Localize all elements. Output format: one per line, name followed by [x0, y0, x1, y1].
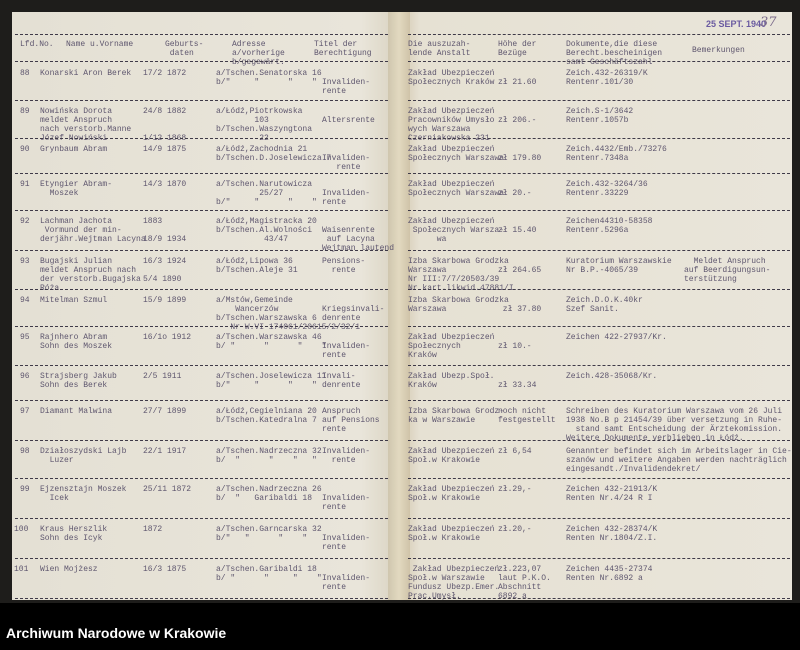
- cell-name: Diamant Malwina: [40, 407, 113, 416]
- cell-name: Bugajski Julian meldet Anspruch nach der verstorb.Bugajska Róża: [40, 257, 141, 293]
- cell-birth: 27/7 1899: [143, 407, 187, 416]
- cell-name: Lachman Jachota Vormund der min- derjähr.Wejtman Lacyna: [40, 217, 146, 244]
- row-rule: [15, 210, 388, 211]
- cell-institution: Zakład Ubezpieczeń Społecznych Warszawa: [408, 180, 505, 198]
- cell-documents: Zeichen 432-21913/K Renten Nr.4/24 R I: [566, 485, 658, 503]
- cell-amount: zł.223,07 laut P.K.O. Abschnitt 6892 a: [498, 565, 551, 601]
- cell-birth: 14/9 1875: [143, 145, 187, 154]
- cell-title: Invaliden- rente: [322, 78, 371, 96]
- cell-title: Invaliden- rente: [322, 534, 371, 552]
- cell-name: Nowińska Dorota meldet Anspruch nach verstorb.Manne Józef Nowiński: [40, 107, 132, 143]
- row-rule: [408, 400, 790, 401]
- cell-name: Kraus Herszlik Sohn des Icyk: [40, 525, 108, 543]
- cell-name: Ejzensztajn Moszek Icek: [40, 485, 127, 503]
- cell-documents: Zeich.432-3264/36 Rentenr.33229: [566, 180, 648, 198]
- cell-no: 98: [20, 447, 30, 456]
- cell-address: a/Łódź,Cegielniana 20 b/Tschen.Katedralna 7: [216, 407, 317, 425]
- row-rule: [408, 440, 790, 441]
- date-stamp: 25 SEPT. 1940: [706, 19, 767, 29]
- header-bottom-rule: [15, 61, 388, 62]
- row-rule: [15, 558, 388, 559]
- cell-birth: 16/3 1875: [143, 565, 187, 574]
- row-rule: [408, 210, 790, 211]
- cell-birth: 1883 18/9 1934: [143, 217, 187, 244]
- cell-amount: zł 179.80: [498, 154, 542, 163]
- cell-no: 96: [20, 372, 30, 381]
- cell-amount: zł 37.80: [502, 305, 542, 314]
- row-rule: [15, 400, 388, 401]
- cell-address: a/Tschen.Garncarska 32 b/" " " ": [216, 525, 322, 543]
- cell-institution: Izba Skarbowa Grodzka Warszawa Nr III:7/7/20503/39 Nr kart.likwid.47881/I: [408, 257, 514, 293]
- row-rule: [408, 558, 790, 559]
- row-rule: [15, 326, 388, 327]
- cell-birth: 17/2 1872: [143, 69, 187, 78]
- cell-birth: 15/9 1899: [143, 296, 187, 305]
- cell-address: a/Mstów,Gemeinde Wancerzów b/Tschen.Warszawska 6 Nr W.VI 174061/20615/2/32/1: [216, 296, 361, 332]
- row-rule: [15, 518, 388, 519]
- cell-documents: Schreiben des Kuratorium Warszawa vom 26 Juli 1938 No.B p 21454/39 über versetzung in Ruhe- stand samt Entscheidung der Ärztekomission. Weitere Dokumente verblieben in Łódź.: [566, 407, 783, 443]
- cell-amount: zł 20.-: [498, 189, 532, 198]
- cell-amount: zł.29,-: [498, 485, 532, 494]
- cell-documents: Zeichen44310-58358 Rentenr.5296a: [566, 217, 653, 235]
- page-fold: [388, 12, 410, 600]
- cell-amount: zł 10.-: [498, 342, 532, 351]
- cell-no: 89: [20, 107, 30, 116]
- cell-amount: zł.20,-: [498, 525, 532, 534]
- row-rule: [408, 598, 790, 599]
- cell-title: Invaliden- rente: [322, 342, 371, 360]
- row-rule: [408, 173, 790, 174]
- header-institution: Die auszuzah- lende Anstalt: [408, 40, 471, 58]
- cell-amount: zł 6,54: [498, 447, 532, 456]
- header-title: Titel der Berechtigung: [314, 40, 372, 58]
- row-rule: [15, 289, 388, 290]
- cell-no: 99: [20, 485, 30, 494]
- cell-institution: Izba Skarbowa Grodzka Warszawa: [408, 296, 509, 314]
- cell-documents: Zeichen 422-27937/Kr.: [566, 333, 667, 342]
- row-rule: [15, 440, 388, 441]
- cell-documents: Zeich.432-26319/K Rentenr.101/30: [566, 69, 648, 87]
- cell-documents: Zeich.S-1/3642 Rentenr.1057b: [566, 107, 634, 125]
- cell-no: 95: [20, 333, 30, 342]
- cell-address: a/Łódź,Piotrkowska 103 b/Tschen.Waszyngtona 22: [216, 107, 313, 143]
- cell-title: Pensions- rente: [322, 257, 366, 275]
- cell-no: 101: [14, 565, 29, 574]
- cell-birth: 25/11 1872: [143, 485, 192, 494]
- cell-birth: 2/5 1911: [143, 372, 182, 381]
- header-documents: Dokumente,die diese Berecht.bescheinigen samt Geschäftszahl: [566, 40, 663, 67]
- cell-title: Kriegsinvali- denrente: [322, 305, 385, 323]
- row-rule: [408, 250, 790, 251]
- header-no: Lfd.No.: [20, 40, 54, 49]
- cell-address: a/Łódź,Lipowa 36 b/Tschen.Aleje 31: [216, 257, 298, 275]
- cell-institution: Zakład Ubezpieczeń Społecznych Kraków: [408, 69, 495, 87]
- cell-institution: Zakład Ubezpieczeń Społ.w Krakowie: [408, 447, 495, 465]
- cell-amount: zł 264.65: [498, 266, 542, 275]
- cell-name: Wien Mojżesz: [40, 565, 98, 574]
- cell-address: a/Tschen.Warszawska 46 b/ " " " ": [216, 333, 327, 351]
- cell-name: Mitelman Szmul: [40, 296, 108, 305]
- cell-title: Invaliden- rente: [322, 189, 371, 207]
- cell-address: a/Łódź,Magistracka 20 b/Tschen.Al.Wolności 43/47: [216, 217, 317, 244]
- cell-remarks: Meldet Anspruch auf Beerdigungsun- terstützung: [684, 257, 771, 284]
- cell-documents: Zeichen 432-28374/K Renten Nr.1804/Z.I.: [566, 525, 658, 543]
- cell-address: a/Tschen.Nadrzeczna 32 b/ " " " ": [216, 447, 322, 465]
- cell-documents: Zeich.D.O.K.40kr Szef Sanit.: [566, 296, 643, 314]
- cell-birth: 14/3 1870: [143, 180, 187, 189]
- cell-no: 94: [20, 296, 30, 305]
- row-rule: [408, 138, 790, 139]
- row-rule: [15, 250, 388, 251]
- cell-name: Działoszydski Lajb Luzer: [40, 447, 127, 465]
- cell-no: 92: [20, 217, 30, 226]
- cell-institution: Zakład Ubezpieczeń Społ.w Krakowie: [408, 525, 495, 543]
- cell-amount: zł 15.40: [498, 226, 537, 235]
- row-rule: [408, 478, 790, 479]
- cell-no: 91: [20, 180, 30, 189]
- cell-no: 88: [20, 69, 30, 78]
- header-remarks: Bemerkungen: [692, 46, 745, 55]
- cell-birth: 24/8 1882 1/12 1868: [143, 107, 187, 143]
- header-top-rule: [15, 34, 388, 35]
- cell-no: 97: [20, 407, 30, 416]
- row-rule: [15, 478, 388, 479]
- cell-address: a/Tschen.Senatorska 16 b/" " " ": [216, 69, 322, 87]
- row-rule: [408, 100, 790, 101]
- cell-institution: Zakład Ubezpieczeń Pracowników Umysło wych Warszawa Czerniakowska 231: [408, 107, 495, 143]
- row-rule: [15, 138, 388, 139]
- cell-name: Grynbaum Abram: [40, 145, 108, 154]
- header-amount: Höhe der Bezüge: [498, 40, 537, 58]
- cell-address: a/Tschen.Narutowicza 25/27 b/" " " ": [216, 180, 317, 207]
- cell-address: a/Tschen.Joselewicza 11 b/" " " ": [216, 372, 327, 390]
- cell-name: Rajnhero Abram Sohn des Moszek: [40, 333, 113, 351]
- cell-address: a/Tschen.Nadrzeczna 26 b/ " Garibaldi 18: [216, 485, 322, 503]
- header-name: Name u.Vorname: [66, 40, 134, 49]
- cell-title: Invaliden- rente: [322, 574, 371, 592]
- cell-name: Strajsberg Jakub Sohn des Berek: [40, 372, 117, 390]
- cell-institution: Zakład Ubezpieczeń Społ.w Warszawie Fundusz Ubezp.Emer. Prac.Umysł.: [408, 565, 500, 601]
- header-top-rule: [408, 34, 790, 35]
- row-rule: [408, 518, 790, 519]
- cell-birth: 16/3 1924 5/4 1890: [143, 257, 187, 284]
- header-address: Adresse a/vorherige b/gegewärt.: [232, 40, 285, 67]
- cell-address: a/Łódź,Zachodnia 21 b/Tschen.D.Joselewicza 7: [216, 145, 332, 163]
- cell-title: Altersrente: [322, 116, 375, 125]
- cell-documents: Zeich.428-35068/Kr.: [566, 372, 658, 381]
- archive-footer: [0, 603, 800, 650]
- cell-documents: Zeichen 4435-27374 Renten Nr.6892 a: [566, 565, 653, 583]
- cell-birth: 1872: [143, 525, 163, 534]
- row-rule: [15, 173, 388, 174]
- cell-institution: Zakład Ubezp.Społ. Kraków: [408, 372, 495, 390]
- header-birth: Geburts- daten: [165, 40, 204, 58]
- row-rule: [408, 289, 790, 290]
- cell-no: 90: [20, 145, 30, 154]
- cell-title: Invaliden- rente: [322, 154, 371, 172]
- cell-institution: Zakład Ubezpieczeń Społecznych Kraków: [408, 333, 495, 360]
- cell-birth: 22/1 1917: [143, 447, 187, 456]
- cell-amount: zł 33.34: [498, 381, 537, 390]
- cell-institution: Zakład Ubezpieczeń Społecznych Warszawa: [408, 145, 505, 163]
- cell-documents: Genannter befindet sich im Arbeitslager in Cie- szanów und weitere Angaben werden nachträglich eingesandt./Invalidendekret/: [566, 447, 792, 474]
- cell-institution: Izba Skarbowa Grodz- ka w Warszawie: [408, 407, 505, 425]
- cell-documents: Kuratorium Warszawskie Nr B.P.-4065/39: [566, 257, 672, 275]
- cell-title: Anspruch auf Pensions rente: [322, 407, 380, 434]
- cell-no: 93: [20, 257, 30, 266]
- row-rule: [408, 326, 790, 327]
- cell-title: Waisenrente auf Lacyna Wejtman lautend: [322, 226, 395, 253]
- header-bottom-rule: [408, 61, 790, 62]
- row-rule: [408, 365, 790, 366]
- cell-name: Etyngier Abram- Moszek: [40, 180, 113, 198]
- cell-amount: noch nicht festgestellt: [498, 407, 556, 425]
- archive-name: Archiwum Narodowe w Krakowie: [6, 625, 227, 641]
- cell-title: Invaliden- rente: [322, 447, 371, 465]
- row-rule: [15, 598, 388, 599]
- cell-birth: 16/1o 1912: [143, 333, 192, 342]
- cell-amount: zł 21.60: [498, 78, 537, 87]
- cell-name: Konarski Aron Berek: [40, 69, 132, 78]
- cell-title: Invali- denrente: [322, 372, 361, 390]
- cell-institution: Zakład Ubezpieczeń Społ.w Krakowie: [408, 485, 495, 503]
- cell-no: 100: [14, 525, 29, 534]
- cell-amount: zł 206.-: [498, 116, 537, 125]
- cell-institution: Zakład Ubezpieczeń Społecznych Warsza- wa: [408, 217, 505, 244]
- cell-title: Invaliden- rente: [322, 494, 371, 512]
- cell-address: a/Tschen.Garibaldi 18 b/ " " " ": [216, 565, 322, 583]
- page-number: 37: [760, 15, 777, 30]
- row-rule: [15, 100, 388, 101]
- row-rule: [15, 365, 388, 366]
- cell-documents: Zeich.4432/Emb./73276 Rentenr.7348a: [566, 145, 667, 163]
